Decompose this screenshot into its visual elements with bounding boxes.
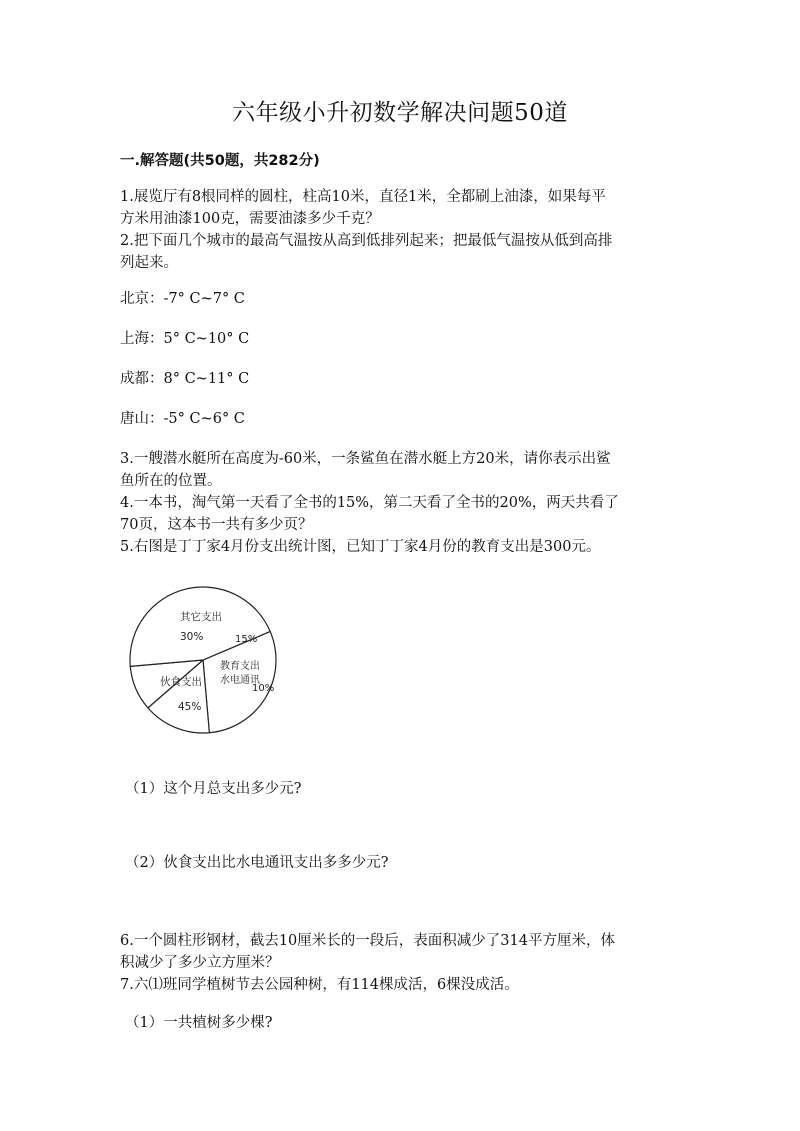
q4-line1: 4.一本书，淘气第一天看了全书的15%，第二天看了全书的20%，两天共看了 xyxy=(120,495,619,511)
pie-slice-label: 水电通讯 xyxy=(220,675,260,686)
pie-slice-label: 其它支出 xyxy=(180,611,222,623)
q3-line2: 鱼所在的位置。 xyxy=(120,473,222,489)
page-title: 六年级小升初数学解决问题50道 xyxy=(232,100,568,126)
q5-line1: 5.右图是丁丁家4月份支出统计图，已知丁丁家4月份的教育支出是300元。 xyxy=(120,539,601,555)
q2-line2: 列起来。 xyxy=(120,255,178,271)
q5-sub1: （1）这个月总支出多少元? xyxy=(125,781,302,797)
city-shanghai: 上海：5° C~10° C xyxy=(120,331,250,347)
q5-sub2: （2）伙食支出比水电通讯支出多多少元? xyxy=(125,855,389,871)
q1-line1: 1.展览厅有8根同样的圆柱，柱高10米，直径1米，全都刷上油漆，如果每平 xyxy=(120,189,606,205)
pie-slice-value: 10% xyxy=(252,683,275,694)
q2-line1: 2.把下面几个城市的最高气温按从高到低排列起来；把最低气温按从低到高排 xyxy=(120,233,613,249)
pie-slice-value: 30% xyxy=(180,631,204,643)
q7-line1: 7.六⑴班同学植树节去公园种树，有114棵成活，6棵没成活。 xyxy=(120,977,519,993)
pie-slice-label: 伙食支出 xyxy=(160,676,202,688)
expense-pie-chart xyxy=(120,580,295,740)
q4-line2: 70页，这本书一共有多少页？ xyxy=(120,517,313,533)
q1-line2: 方米用油漆100克，需要油漆多少千克？ xyxy=(120,211,380,227)
city-beijing: 北京：-7° C~7° C xyxy=(120,291,245,307)
q3-line1: 3.一艘潜水艇所在高度为-60米，一条鲨鱼在潜水艇上方20米，请你表示出鲨 xyxy=(120,451,611,467)
q7-sub1: （1）一共植树多少棵? xyxy=(125,1015,273,1031)
pie-slice-value: 45% xyxy=(178,701,202,713)
pie-slice-value: 15% xyxy=(235,634,258,645)
q6-line1: 6.一个圆柱形钢材，截去10厘米长的一段后，表面积减少了314平方厘米，体 xyxy=(120,933,615,949)
section-heading: 一.解答题(共50题，共282分) xyxy=(120,153,320,169)
city-tangshan: 唐山：-5° C~6° C xyxy=(120,411,245,427)
q6-line2: 积减少了多少立方厘米？ xyxy=(120,955,280,971)
city-chengdu: 成都：8° C~11° C xyxy=(120,371,250,387)
pie-slice-label: 教育支出 xyxy=(220,661,260,672)
